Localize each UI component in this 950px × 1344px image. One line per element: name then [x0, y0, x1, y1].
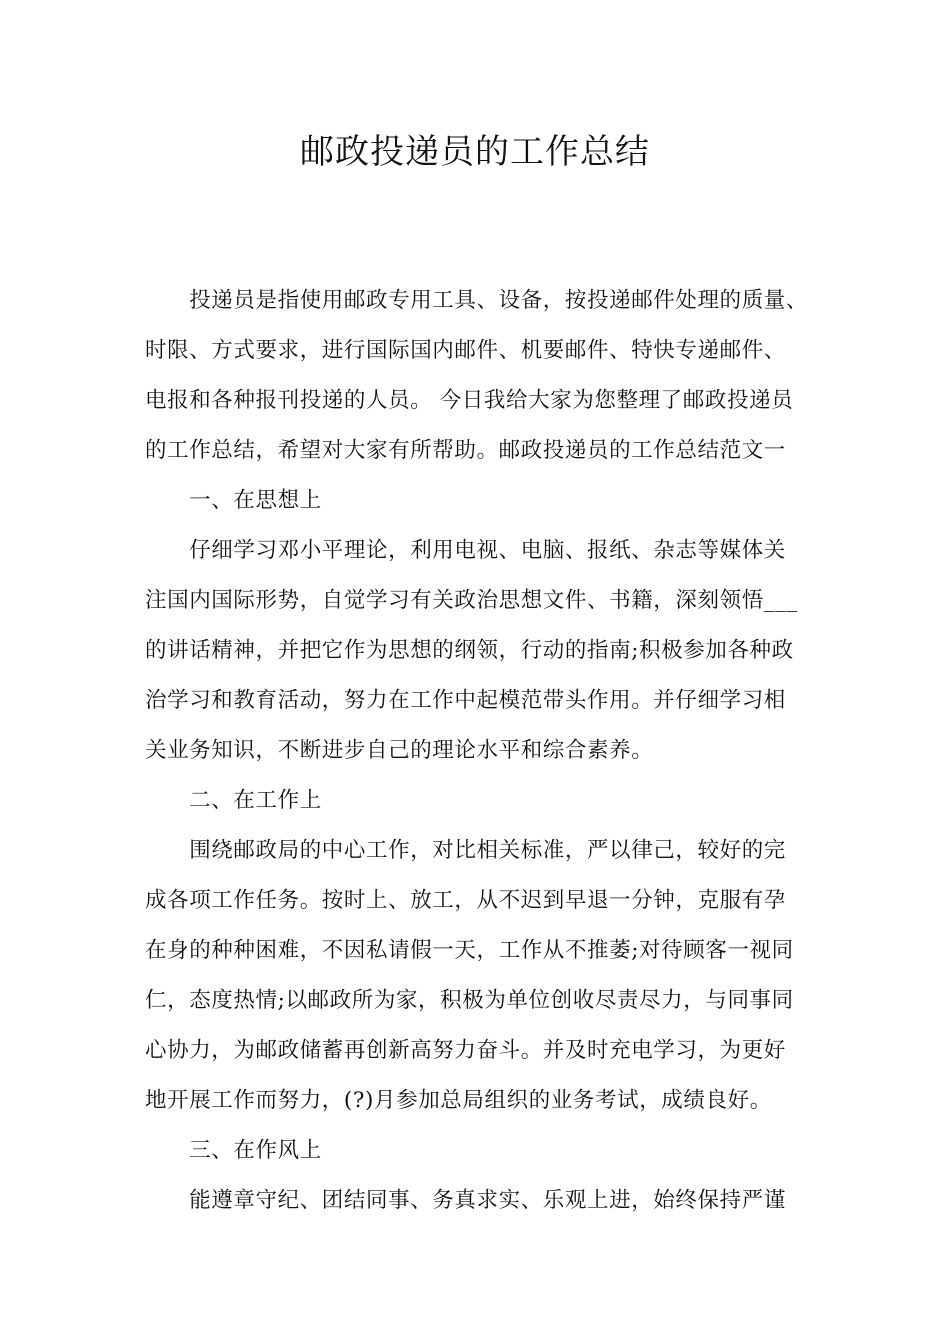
body-line: 仔细学习邓小平理论，利用电视、电脑、报纸、杂志等媒体关: [145, 538, 786, 563]
body-line: 能遵章守纪、团结同事、务真求实、乐观上进，始终保持严谨: [145, 1188, 786, 1213]
body-line: 仁，态度热情;以邮政所为家，积极为单位创收尽责尽力，与同事同: [145, 988, 794, 1013]
body-line: 投递员是指使用邮政专用工具、设备，按投递邮件处理的质量、: [145, 288, 809, 313]
section-heading: 二、在工作上: [145, 788, 322, 813]
body-line: 治学习和教育活动，努力在工作中起模范带头作用。并仔细学习相: [145, 688, 786, 713]
body-line: 的工作总结，希望对大家有所帮助。邮政投递员的工作总结范文一: [145, 438, 786, 463]
body-line: 心协力，为邮政储蓄再创新高努力奋斗。并及时充电学习，为更好: [145, 1038, 786, 1063]
body-line: 的讲话精神，并把它作为思想的纲领，行动的指南;积极参加各种政: [145, 638, 794, 663]
document-title: 邮政投递员的工作总结: [300, 132, 650, 172]
section-heading: 一、在思想上: [145, 488, 322, 513]
body-line: 电报和各种报刊投递的人员。 今日我给大家为您整理了邮政投递员: [145, 388, 794, 413]
section-heading: 三、在作风上: [145, 1138, 322, 1163]
body-line: 在身的种种困难，不因私请假一天，工作从不推萎;对待顾客一视同: [145, 938, 794, 963]
body-line: 时限、方式要求，进行国际国内邮件、机要邮件、特快专递邮件、: [145, 338, 786, 363]
body-line: 围绕邮政局的中心工作，对比相关标准，严以律己，较好的完: [145, 838, 786, 863]
body-line: 关业务知识，不断进步自己的理论水平和综合素养。: [145, 738, 654, 763]
body-line: 注国内国际形势，自觉学习有关政治思想文件、书籍，深刻领悟___: [145, 588, 798, 613]
body-line: 地开展工作而努力，(?)月参加总局组织的业务考试，成绩良好。: [145, 1088, 772, 1113]
body-line: 成各项工作任务。按时上、放工，从不迟到早退一分钟，克服有孕: [145, 888, 786, 913]
